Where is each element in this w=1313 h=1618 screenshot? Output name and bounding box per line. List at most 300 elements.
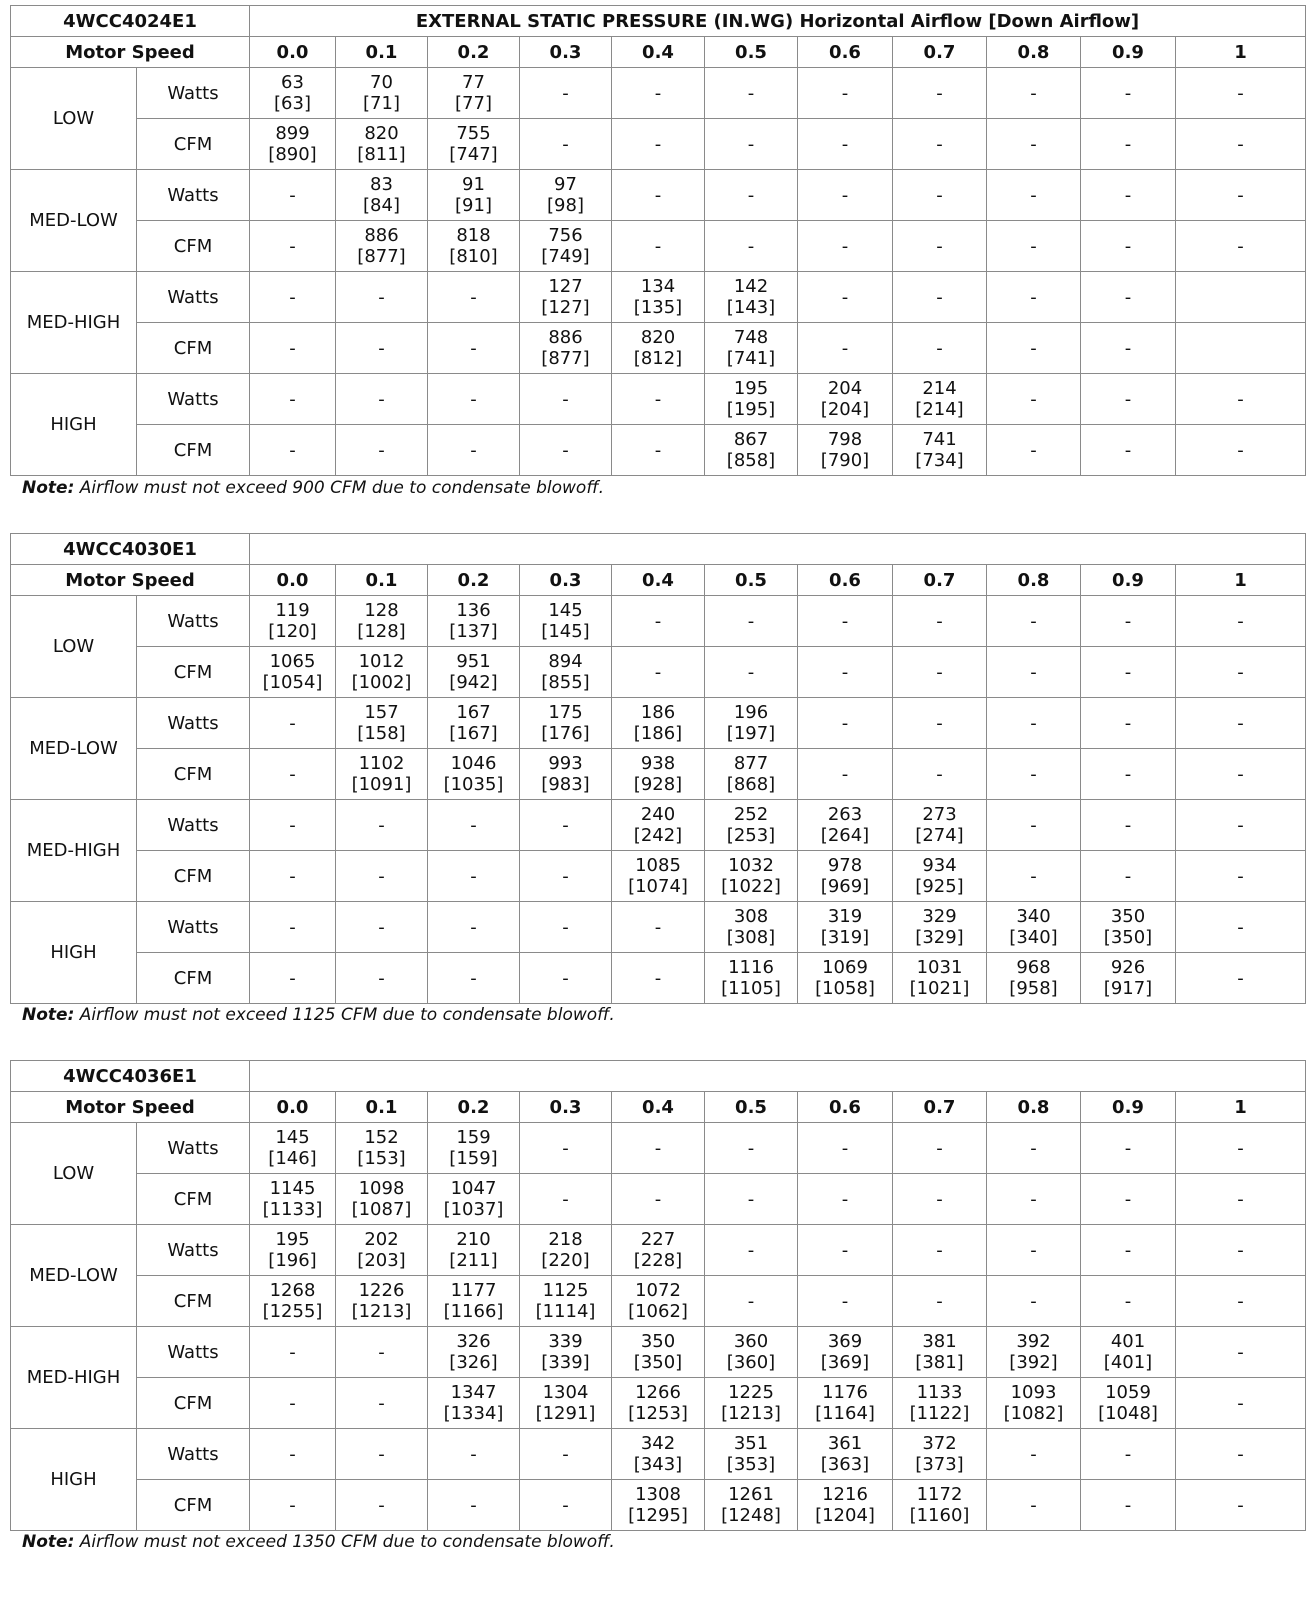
value-cell (798, 1480, 893, 1531)
value-cell (428, 902, 520, 953)
down-value: [98] (547, 195, 584, 216)
value-cell (705, 698, 798, 749)
horizontal-value: 894 (548, 651, 583, 672)
value-cell (798, 1225, 893, 1276)
horizontal-value: 340 (1016, 906, 1051, 927)
value-cell (705, 1378, 798, 1429)
horizontal-value: 214 (922, 378, 957, 399)
horizontal-value: 756 (548, 225, 583, 246)
horizontal-value: 342 (640, 1433, 676, 1454)
table-note (22, 1532, 615, 1552)
motor-speed-header: Motor Speed (11, 37, 250, 68)
table-row (11, 1123, 1306, 1174)
value-cell (893, 1480, 987, 1531)
horizontal-value: - (1124, 286, 1132, 308)
value-cell (520, 68, 612, 119)
value-cell (250, 596, 336, 647)
value-cell (705, 953, 798, 1004)
horizontal-value: 70 (370, 72, 393, 93)
horizontal-value: - (1030, 763, 1037, 785)
metric-cell: Watts (137, 698, 250, 749)
value-cell (893, 800, 987, 851)
pressure-column-header: 0.6 (798, 1092, 893, 1123)
horizontal-value: 1069 (822, 957, 868, 978)
value-cell (893, 323, 987, 374)
value-cell (1176, 749, 1306, 800)
metric-cell: CFM (137, 851, 250, 902)
horizontal-value: - (289, 814, 296, 836)
value-cell (250, 800, 336, 851)
value-cell (987, 170, 1081, 221)
down-value: [1114] (535, 1301, 596, 1322)
horizontal-value: - (1124, 1494, 1132, 1516)
horizontal-value: - (1237, 1290, 1244, 1312)
motor-speed-cell: MED-HIGH (11, 272, 137, 374)
motor-speed-cell: HIGH (11, 1429, 137, 1531)
horizontal-value: 339 (548, 1331, 583, 1352)
down-value: [1082] (1003, 1403, 1064, 1424)
value-cell (705, 851, 798, 902)
value-cell (798, 800, 893, 851)
value-cell (798, 851, 893, 902)
horizontal-value: 934 (922, 855, 957, 876)
pressure-column-header: 0.5 (705, 37, 798, 68)
down-value: [220] (541, 1250, 590, 1271)
horizontal-value: - (1124, 763, 1132, 785)
value-cell (612, 1429, 705, 1480)
metric-cell: Watts (137, 596, 250, 647)
horizontal-value: - (841, 82, 849, 104)
horizontal-value: - (936, 712, 943, 734)
metric-cell: Watts (137, 1327, 250, 1378)
horizontal-value: - (1124, 610, 1132, 632)
horizontal-value: - (470, 286, 477, 308)
down-value: [942] (449, 672, 498, 693)
down-value: [135] (633, 297, 683, 318)
down-value: [1204] (815, 1505, 875, 1526)
down-value: [373] (915, 1454, 964, 1475)
horizontal-value: - (1124, 133, 1132, 155)
down-value: [308] (726, 927, 776, 948)
horizontal-value: - (841, 337, 849, 359)
horizontal-value: 798 (827, 429, 863, 450)
down-value: [195] (726, 399, 776, 420)
horizontal-value: - (470, 916, 477, 938)
value-cell (798, 323, 893, 374)
down-value: [363] (820, 1454, 870, 1475)
down-value: [790] (820, 450, 870, 471)
horizontal-value: - (1237, 1188, 1244, 1210)
horizontal-value: 741 (922, 429, 957, 450)
value-cell (1081, 647, 1176, 698)
horizontal-value: - (562, 1494, 569, 1516)
horizontal-value: 361 (827, 1433, 863, 1454)
down-value: [1058] (815, 978, 875, 999)
horizontal-value: 91 (462, 174, 485, 195)
metric-cell: CFM (137, 953, 250, 1004)
horizontal-value: 1072 (635, 1280, 681, 1301)
horizontal-value: 899 (275, 123, 310, 144)
value-cell (705, 1429, 798, 1480)
horizontal-value: - (289, 388, 296, 410)
down-value: [401] (1103, 1352, 1153, 1373)
horizontal-value: - (936, 1290, 943, 1312)
title-row (11, 1061, 1306, 1092)
table-row (11, 953, 1306, 1004)
metric-cell: Watts (137, 170, 250, 221)
horizontal-value: - (1030, 1494, 1037, 1516)
horizontal-value: - (654, 967, 662, 989)
horizontal-value: - (747, 610, 755, 632)
value-cell (1176, 800, 1306, 851)
performance-table-block (10, 533, 1306, 1004)
value-cell (987, 1429, 1081, 1480)
value-cell (798, 1276, 893, 1327)
pressure-column-header: 0.3 (520, 1092, 612, 1123)
horizontal-value: - (747, 1290, 755, 1312)
value-cell (705, 1276, 798, 1327)
value-cell (1176, 698, 1306, 749)
horizontal-value: - (1030, 235, 1037, 257)
pressure-column-header: 0.8 (987, 37, 1081, 68)
horizontal-value: 77 (462, 72, 485, 93)
horizontal-value: - (1124, 337, 1132, 359)
horizontal-value: - (289, 439, 296, 461)
metric-cell: Watts (137, 374, 250, 425)
down-value: [343] (633, 1454, 683, 1475)
value-cell (705, 1123, 798, 1174)
down-value: [127] (541, 297, 590, 318)
horizontal-value: - (654, 184, 662, 206)
metric-cell: CFM (137, 749, 250, 800)
down-value: [128] (357, 621, 406, 642)
value-cell (520, 323, 612, 374)
horizontal-value: 1125 (542, 1280, 589, 1301)
down-value: [890] (268, 144, 317, 165)
value-cell (705, 1174, 798, 1225)
horizontal-value: - (378, 967, 385, 989)
value-cell (336, 647, 428, 698)
horizontal-value: 326 (456, 1331, 491, 1352)
value-cell (987, 596, 1081, 647)
value-cell (1081, 1480, 1176, 1531)
value-cell (336, 221, 428, 272)
value-cell (705, 596, 798, 647)
horizontal-value: - (378, 286, 385, 308)
down-value: [1334] (443, 1403, 504, 1424)
value-cell (428, 953, 520, 1004)
down-value: [1054] (262, 672, 323, 693)
horizontal-value: - (289, 286, 296, 308)
value-cell (336, 1174, 428, 1225)
note-prefix: Note: (22, 478, 75, 498)
horizontal-value: - (1237, 1341, 1244, 1363)
horizontal-value: - (936, 661, 943, 683)
horizontal-value: - (562, 388, 569, 410)
down-value: [810] (449, 246, 498, 267)
value-cell (250, 1174, 336, 1225)
horizontal-value: - (1237, 235, 1244, 257)
down-value: [381] (915, 1352, 964, 1373)
value-cell (1176, 1480, 1306, 1531)
horizontal-value: 1059 (1105, 1382, 1151, 1403)
table-row (11, 647, 1306, 698)
motor-speed-cell: LOW (11, 68, 137, 170)
down-value: [1133] (262, 1199, 323, 1220)
value-cell (705, 1327, 798, 1378)
down-value: [197] (726, 723, 776, 744)
value-cell (893, 68, 987, 119)
value-cell (987, 272, 1081, 323)
value-cell (612, 953, 705, 1004)
value-cell (250, 1327, 336, 1378)
value-cell (1176, 221, 1306, 272)
horizontal-value: 1085 (635, 855, 681, 876)
value-cell (250, 1378, 336, 1429)
value-cell (987, 1174, 1081, 1225)
value-cell (705, 119, 798, 170)
horizontal-value: - (1124, 1239, 1132, 1261)
horizontal-value: - (1124, 388, 1132, 410)
value-cell (520, 1123, 612, 1174)
horizontal-value: 1172 (916, 1484, 963, 1505)
horizontal-value: - (562, 1137, 569, 1159)
value-cell (520, 221, 612, 272)
horizontal-value: 968 (1016, 957, 1051, 978)
horizontal-value: - (747, 184, 755, 206)
value-cell (612, 1174, 705, 1225)
motor-speed-header: Motor Speed (11, 565, 250, 596)
horizontal-value: - (470, 388, 477, 410)
down-value: [1122] (909, 1403, 970, 1424)
value-cell (1176, 1378, 1306, 1429)
down-value: [969] (820, 876, 870, 897)
horizontal-value: - (1237, 763, 1244, 785)
horizontal-value: - (841, 763, 849, 785)
value-cell (893, 596, 987, 647)
table-row (11, 1378, 1306, 1429)
down-value: [1166] (443, 1301, 504, 1322)
horizontal-value: - (470, 439, 477, 461)
horizontal-value: - (562, 814, 569, 836)
pressure-column-header: 0.5 (705, 1092, 798, 1123)
value-cell (250, 902, 336, 953)
value-cell (428, 1276, 520, 1327)
motor-speed-cell: MED-LOW (11, 698, 137, 800)
down-value: [167] (449, 723, 498, 744)
value-cell (987, 953, 1081, 1004)
horizontal-value: 1176 (822, 1382, 868, 1403)
horizontal-value: - (378, 1341, 385, 1363)
horizontal-value: - (289, 865, 296, 887)
value-cell (1176, 1174, 1306, 1225)
pressure-column-header: 0.0 (250, 1092, 336, 1123)
title-row (11, 534, 1306, 565)
horizontal-value: - (1237, 133, 1244, 155)
horizontal-value: 1268 (269, 1280, 316, 1301)
horizontal-value: 401 (1110, 1331, 1146, 1352)
horizontal-value: - (1030, 1290, 1037, 1312)
horizontal-value: - (654, 82, 662, 104)
horizontal-value: 886 (548, 327, 583, 348)
horizontal-value: 1304 (542, 1382, 589, 1403)
down-value: [1213] (351, 1301, 412, 1322)
down-value: [392] (1009, 1352, 1058, 1373)
down-value: [1160] (909, 1505, 970, 1526)
metric-cell: Watts (137, 902, 250, 953)
horizontal-value: 196 (733, 702, 769, 723)
value-cell (336, 323, 428, 374)
value-cell (250, 221, 336, 272)
horizontal-value: - (470, 1494, 477, 1516)
value-cell (1176, 272, 1306, 323)
value-cell (612, 698, 705, 749)
value-cell (428, 374, 520, 425)
value-cell (798, 1327, 893, 1378)
horizontal-value: - (470, 337, 477, 359)
horizontal-value: - (841, 1290, 849, 1312)
pressure-column-header: 0.6 (798, 565, 893, 596)
horizontal-value: - (1030, 814, 1037, 836)
horizontal-value: - (1237, 610, 1244, 632)
value-cell (987, 374, 1081, 425)
down-value: [158] (357, 723, 406, 744)
horizontal-value: - (1030, 82, 1037, 104)
value-cell (336, 800, 428, 851)
horizontal-value: - (1030, 661, 1037, 683)
value-cell (893, 1378, 987, 1429)
value-cell (1081, 1378, 1176, 1429)
metric-cell: CFM (137, 1480, 250, 1531)
value-cell (705, 647, 798, 698)
table-row (11, 698, 1306, 749)
metric-cell: CFM (137, 1174, 250, 1225)
value-cell (893, 647, 987, 698)
horizontal-value: 926 (1110, 957, 1146, 978)
value-cell (798, 1378, 893, 1429)
down-value: [1022] (721, 876, 781, 897)
horizontal-value: - (1237, 712, 1244, 734)
horizontal-value: 886 (364, 225, 399, 246)
value-cell (428, 323, 520, 374)
horizontal-value: - (470, 967, 477, 989)
value-cell (1081, 221, 1176, 272)
value-cell (336, 1378, 428, 1429)
value-cell (336, 1480, 428, 1531)
down-value: [1295] (628, 1505, 688, 1526)
horizontal-value: - (936, 184, 943, 206)
horizontal-value: - (378, 814, 385, 836)
horizontal-value: - (747, 1137, 755, 1159)
value-cell (987, 68, 1081, 119)
value-cell (798, 272, 893, 323)
value-cell (1176, 596, 1306, 647)
table-row (11, 425, 1306, 476)
down-value: [264] (820, 825, 870, 846)
value-cell (893, 1429, 987, 1480)
horizontal-value: - (378, 1392, 385, 1414)
horizontal-value: 142 (733, 276, 769, 297)
down-value: [1253] (628, 1403, 688, 1424)
value-cell (250, 272, 336, 323)
value-cell (250, 647, 336, 698)
horizontal-value: 159 (456, 1127, 491, 1148)
horizontal-value: 273 (922, 804, 957, 825)
value-cell (520, 1327, 612, 1378)
pressure-column-header: 1 (1176, 565, 1306, 596)
metric-cell: Watts (137, 1123, 250, 1174)
horizontal-value: 195 (275, 1229, 310, 1250)
value-cell (250, 425, 336, 476)
value-cell (250, 953, 336, 1004)
value-cell (798, 902, 893, 953)
value-cell (1081, 119, 1176, 170)
value-cell (336, 425, 428, 476)
value-cell (1081, 851, 1176, 902)
value-cell (798, 119, 893, 170)
horizontal-value: 97 (554, 174, 577, 195)
value-cell (1081, 374, 1176, 425)
value-cell (520, 374, 612, 425)
horizontal-value: 227 (640, 1229, 676, 1250)
value-cell (428, 1429, 520, 1480)
horizontal-value: - (470, 814, 477, 836)
value-cell (428, 1225, 520, 1276)
down-value: [214] (915, 399, 964, 420)
value-cell (612, 1276, 705, 1327)
horizontal-value: - (1237, 1392, 1244, 1414)
horizontal-value: - (747, 235, 755, 257)
horizontal-value: - (654, 1188, 662, 1210)
horizontal-value: 1031 (916, 957, 963, 978)
horizontal-value: 351 (733, 1433, 769, 1454)
metric-cell: Watts (137, 272, 250, 323)
value-cell (893, 374, 987, 425)
value-cell (428, 425, 520, 476)
down-value: [877] (541, 348, 590, 369)
down-value: [812] (633, 348, 683, 369)
horizontal-value: - (747, 133, 755, 155)
horizontal-value: - (936, 235, 943, 257)
value-cell (798, 221, 893, 272)
value-cell (893, 119, 987, 170)
value-cell (250, 374, 336, 425)
value-cell (428, 272, 520, 323)
horizontal-value: - (1030, 337, 1037, 359)
value-cell (336, 596, 428, 647)
horizontal-value: 1226 (358, 1280, 405, 1301)
value-cell (705, 902, 798, 953)
horizontal-value: - (289, 1392, 296, 1414)
horizontal-value: 1032 (728, 855, 774, 876)
horizontal-value: 1133 (916, 1382, 963, 1403)
horizontal-value: - (562, 865, 569, 887)
horizontal-value: 145 (548, 600, 583, 621)
horizontal-value: - (562, 82, 569, 104)
performance-table (10, 1060, 1306, 1531)
table-row (11, 68, 1306, 119)
value-cell (250, 1480, 336, 1531)
value-cell (798, 647, 893, 698)
value-cell (612, 68, 705, 119)
value-cell (250, 119, 336, 170)
horizontal-value: - (1030, 865, 1037, 887)
value-cell (520, 902, 612, 953)
horizontal-value: - (1237, 967, 1244, 989)
horizontal-value: - (747, 661, 755, 683)
horizontal-value: - (841, 661, 849, 683)
down-value: [340] (1009, 927, 1058, 948)
